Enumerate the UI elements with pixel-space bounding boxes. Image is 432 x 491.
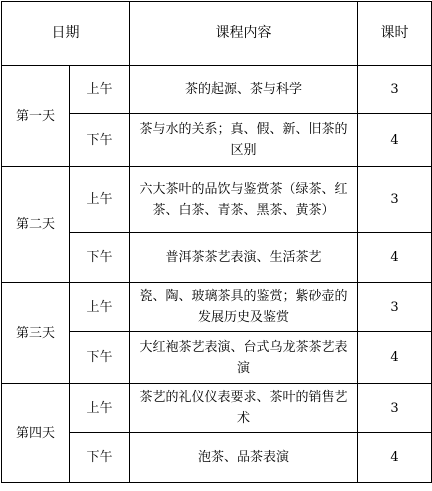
course-hours: 3 <box>358 66 432 114</box>
course-hours: 3 <box>358 283 432 332</box>
day-label: 第三天 <box>2 283 70 384</box>
course-content: 泡茶、品茶表演 <box>130 433 358 483</box>
day-label: 第四天 <box>2 384 70 483</box>
session-label: 上午 <box>70 167 130 233</box>
session-label: 下午 <box>70 332 130 384</box>
table-row <box>2 384 432 433</box>
session-label: 上午 <box>70 384 130 433</box>
course-content: 茶与水的关系；真、假、新、旧茶的区别 <box>130 114 358 167</box>
course-content: 大红袍茶艺表演、台式乌龙茶茶艺表演 <box>130 332 358 384</box>
course-content: 茶艺的礼仪仪表要求、茶叶的销售艺术 <box>130 384 358 433</box>
course-hours: 4 <box>358 114 432 167</box>
header-row <box>2 2 432 66</box>
table-row <box>2 66 432 114</box>
header-hours: 课时 <box>358 2 432 66</box>
day-label: 第一天 <box>2 66 70 167</box>
course-content: 六大茶叶的品饮与鉴赏茶（绿茶、红茶、白茶、青茶、黑茶、黄茶） <box>130 167 358 233</box>
course-hours: 4 <box>358 433 432 483</box>
session-label: 上午 <box>70 283 130 332</box>
day-label: 第二天 <box>2 167 70 283</box>
table-row <box>2 167 432 233</box>
course-hours: 3 <box>358 384 432 433</box>
session-label: 下午 <box>70 114 130 167</box>
course-hours: 4 <box>358 233 432 283</box>
header-content: 课程内容 <box>130 2 358 66</box>
session-label: 下午 <box>70 233 130 283</box>
course-content: 茶的起源、茶与科学 <box>130 66 358 114</box>
course-schedule-table <box>1 1 432 483</box>
course-content: 普洱茶茶艺表演、生活茶艺 <box>130 233 358 283</box>
course-content: 瓷、陶、玻璃茶具的鉴赏；紫砂壶的发展历史及鉴赏 <box>130 283 358 332</box>
session-label: 下午 <box>70 433 130 483</box>
session-label: 上午 <box>70 66 130 114</box>
course-hours: 3 <box>358 167 432 233</box>
table-row <box>2 283 432 332</box>
header-date: 日期 <box>2 2 130 66</box>
course-hours: 4 <box>358 332 432 384</box>
